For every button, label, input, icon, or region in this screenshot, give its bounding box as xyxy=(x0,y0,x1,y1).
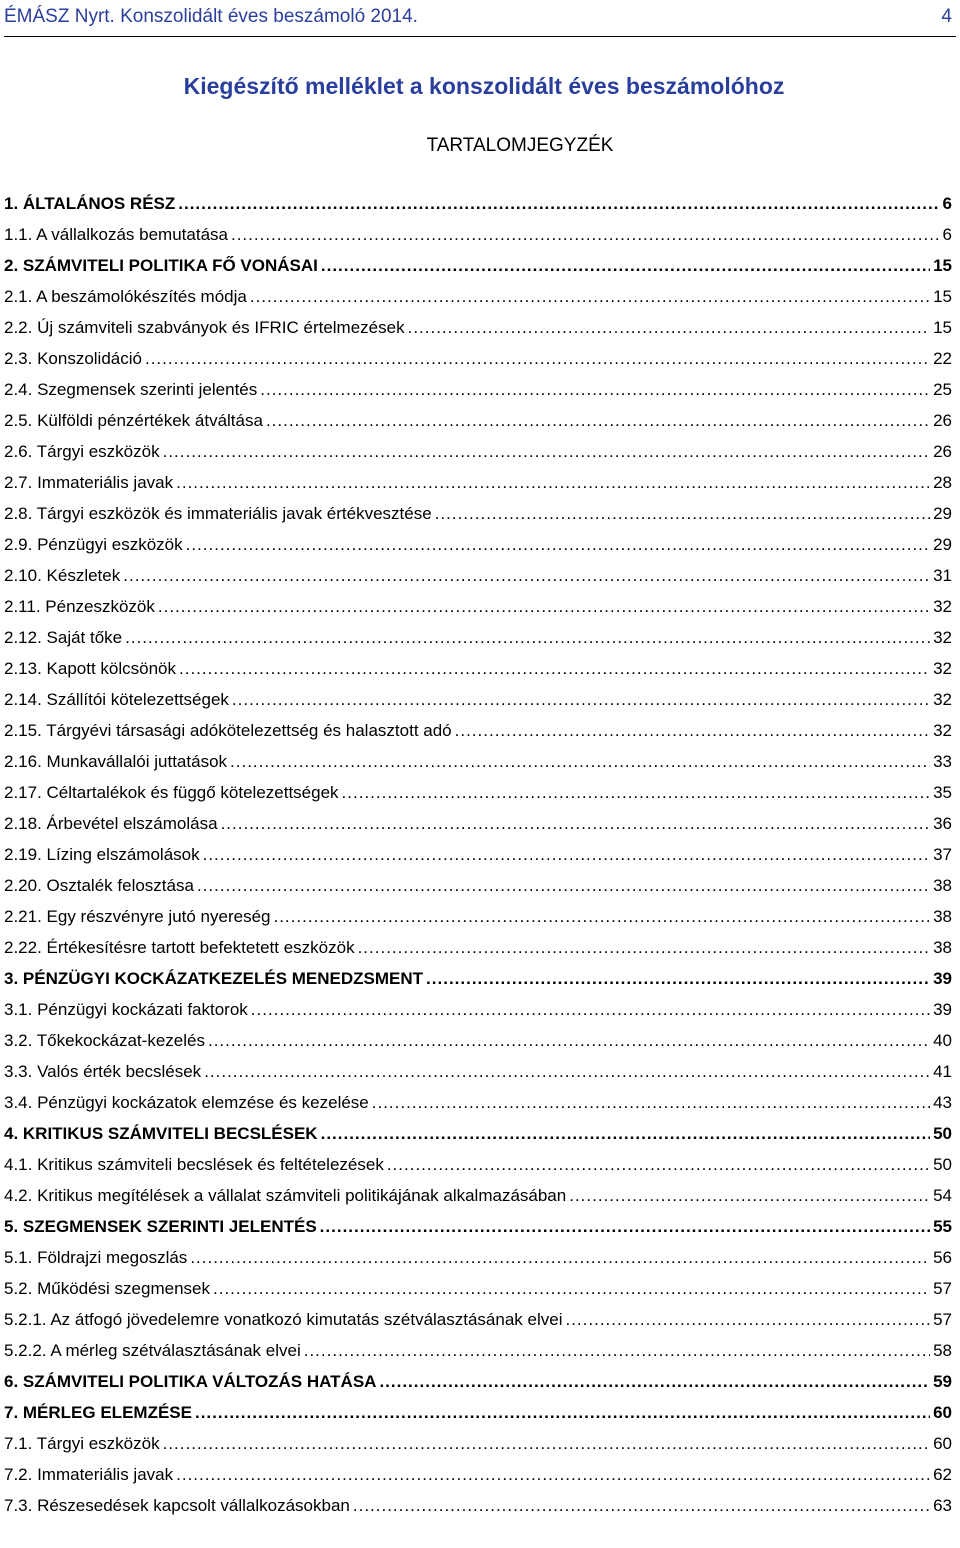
toc-entry-page: 50 xyxy=(933,1124,952,1143)
toc-entry[interactable] xyxy=(4,504,956,535)
toc-entry-label: 1.1. A vállalkozás bemutatása xyxy=(4,225,228,244)
toc-entry-label: 5. SZEGMENSEK SZERINTI JELENTÉS xyxy=(4,1217,317,1236)
toc-leader-dots xyxy=(260,380,930,400)
toc-entry-label: 2.6. Tárgyi eszközök xyxy=(4,442,160,461)
toc-leader-dots xyxy=(176,473,930,493)
toc-entry-page: 15 xyxy=(933,256,952,275)
toc-entry-label: 2.1. A beszámolókészítés módja xyxy=(4,287,247,306)
toc-leader-dots xyxy=(203,845,930,865)
toc-leader-dots xyxy=(163,1434,930,1454)
toc-entry-label: 2.9. Pénzügyi eszközök xyxy=(4,535,183,554)
toc-entry-page: 56 xyxy=(933,1248,952,1267)
toc-leader-dots xyxy=(208,1031,930,1051)
toc-entry[interactable] xyxy=(4,1465,956,1496)
toc-entry-label: 2.21. Egy részvényre jutó nyereség xyxy=(4,907,271,926)
toc-leader-dots xyxy=(353,1496,930,1516)
toc-entry[interactable] xyxy=(4,1496,956,1527)
toc-entry-page: 35 xyxy=(933,783,952,802)
toc-entry-label: 7.3. Részesedések kapcsolt vállalkozásokban xyxy=(4,1496,350,1515)
toc-entry[interactable] xyxy=(4,318,956,349)
toc-entry[interactable] xyxy=(4,566,956,597)
toc-entry-page: 55 xyxy=(933,1217,952,1236)
toc-entry-label: 2.10. Készletek xyxy=(4,566,121,585)
toc-entry[interactable] xyxy=(4,1093,956,1124)
toc-entry[interactable] xyxy=(4,1031,956,1062)
toc-entry-page: 38 xyxy=(933,938,952,957)
toc-leader-dots xyxy=(125,628,930,648)
toc-entry-page: 29 xyxy=(933,535,952,554)
toc-entry-page: 54 xyxy=(933,1186,952,1205)
toc-entry[interactable] xyxy=(4,411,956,442)
toc-entry-page: 43 xyxy=(933,1093,952,1112)
toc-entry[interactable] xyxy=(4,1186,956,1217)
toc-entry-page: 32 xyxy=(933,690,952,709)
header-title: ÉMÁSZ Nyrt. Konszolidált éves beszámoló 2014. xyxy=(4,6,418,27)
toc-entry-page: 6 xyxy=(942,225,952,244)
toc-entry[interactable] xyxy=(4,380,956,411)
toc-entry[interactable] xyxy=(4,1217,956,1248)
toc-entry-page: 28 xyxy=(933,473,952,492)
toc-leader-dots xyxy=(565,1310,930,1330)
toc-entry-label: 2.19. Lízing elszámolások xyxy=(4,845,200,864)
toc-entry-page: 6 xyxy=(942,194,952,213)
toc-entry[interactable] xyxy=(4,938,956,969)
toc-leader-dots xyxy=(455,721,930,741)
toc-entry[interactable] xyxy=(4,783,956,814)
toc-entry-label: 2.2. Új számviteli szabványok és IFRIC értelmezések xyxy=(4,318,405,337)
toc-entry-page: 63 xyxy=(933,1496,952,1515)
toc-entry[interactable] xyxy=(4,1434,956,1465)
toc-entry-label: 7.1. Tárgyi eszközök xyxy=(4,1434,160,1453)
toc-entry-page: 37 xyxy=(933,845,952,864)
toc-leader-dots xyxy=(179,659,930,679)
toc-leader-dots xyxy=(426,969,930,989)
toc-entry-label: 4.2. Kritikus megítélések a vállalat számviteli politikájának alkalmazásában xyxy=(4,1186,567,1205)
toc-entry-page: 38 xyxy=(933,876,952,895)
toc-entry-label: 2. SZÁMVITELI POLITIKA FŐ VONÁSAI xyxy=(4,256,318,275)
toc-leader-dots xyxy=(372,1093,930,1113)
toc-entry[interactable] xyxy=(4,1403,956,1434)
toc-entry-label: 2.14. Szállítói kötelezettségek xyxy=(4,690,229,709)
toc-entry-page: 59 xyxy=(933,1372,952,1391)
toc-entry-page: 32 xyxy=(933,721,952,740)
toc-entry[interactable] xyxy=(4,876,956,907)
toc-entry[interactable] xyxy=(4,1279,956,1310)
toc-entry[interactable] xyxy=(4,1062,956,1093)
toc-leader-dots xyxy=(178,194,939,214)
toc-entry-label: 2.5. Külföldi pénzértékek átváltása xyxy=(4,411,263,430)
toc-leader-dots xyxy=(321,1124,930,1144)
toc-entry-label: 6. SZÁMVITELI POLITIKA VÁLTOZÁS HATÁSA xyxy=(4,1372,377,1391)
toc-entry-label: 2.17. Céltartalékok és függő kötelezettségek xyxy=(4,783,339,802)
toc-leader-dots xyxy=(266,411,930,431)
toc-entry-label: 3.2. Tőkekockázat-kezelés xyxy=(4,1031,205,1050)
toc-entry-page: 62 xyxy=(933,1465,952,1484)
toc-entry-label: 1. ÁLTALÁNOS RÉSZ xyxy=(4,194,176,213)
toc-entry-label: 2.4. Szegmensek szerinti jelentés xyxy=(4,380,258,399)
toc-entry-page: 40 xyxy=(933,1031,952,1050)
toc-entry-page: 25 xyxy=(933,380,952,399)
toc-entry[interactable] xyxy=(4,256,956,287)
toc-leader-dots xyxy=(232,690,930,710)
toc-entry-page: 29 xyxy=(933,504,952,523)
toc-leader-dots xyxy=(190,1248,930,1268)
toc-entry-label: 5.2.2. A mérleg szétválasztásának elvei xyxy=(4,1341,301,1360)
toc-leader-dots xyxy=(379,1372,930,1392)
toc-entry-label: 5.2. Működési szegmensek xyxy=(4,1279,210,1298)
toc-entry-label: 3.1. Pénzügyi kockázati faktorok xyxy=(4,1000,248,1019)
toc-entry-label: 2.16. Munkavállalói juttatások xyxy=(4,752,228,771)
toc-leader-dots xyxy=(158,597,930,617)
toc-leader-dots xyxy=(123,566,930,586)
toc-leader-dots xyxy=(186,535,930,555)
toc-entry[interactable] xyxy=(4,628,956,659)
toc-entry-page: 32 xyxy=(933,659,952,678)
toc-entry[interactable] xyxy=(4,907,956,938)
toc-leader-dots xyxy=(408,318,930,338)
toc-leader-dots xyxy=(251,1000,930,1020)
toc-entry-label: 3.4. Pénzügyi kockázatok elemzése és kezelése xyxy=(4,1093,369,1112)
toc-entry-page: 60 xyxy=(933,1403,952,1422)
toc-leader-dots xyxy=(342,783,931,803)
toc-entry[interactable] xyxy=(4,1000,956,1031)
toc-entry[interactable] xyxy=(4,1124,956,1155)
toc-entry[interactable] xyxy=(4,473,956,504)
toc-entry[interactable] xyxy=(4,225,956,256)
toc-entry-page: 38 xyxy=(933,907,952,926)
toc-entry[interactable] xyxy=(4,752,956,783)
toc-leader-dots xyxy=(273,907,930,927)
toc-leader-dots xyxy=(145,349,930,369)
toc-entry-label: 2.11. Pénzeszközök xyxy=(4,597,155,616)
toc-entry-label: 5.1. Földrajzi megoszlás xyxy=(4,1248,188,1267)
toc-title: TARTALOMJEGYZÉK xyxy=(426,135,614,156)
toc-entry-page: 39 xyxy=(933,969,952,988)
toc-entry-label: 2.13. Kapott kölcsönök xyxy=(4,659,177,678)
toc-entry-label: 3. PÉNZÜGYI KOCKÁZATKEZELÉS MENEDZSMENT xyxy=(4,969,424,988)
toc-entry-label: 5.2.1. Az átfogó jövedelemre vonatkozó kimutatás szétválasztásának elvei xyxy=(4,1310,563,1329)
toc-leader-dots xyxy=(163,442,930,462)
toc-leader-dots xyxy=(230,752,930,772)
toc-leader-dots xyxy=(213,1279,930,1299)
toc-entry-label: 2.18. Árbevétel elszámolása xyxy=(4,814,218,833)
toc-entry-label: 2.7. Immateriális javak xyxy=(4,473,174,492)
toc-entry-page: 31 xyxy=(933,566,952,585)
toc-entry-page: 58 xyxy=(933,1341,952,1360)
toc-leader-dots xyxy=(387,1155,930,1175)
toc-entry-label: 2.8. Tárgyi eszközök és immateriális javak értékvesztése xyxy=(4,504,432,523)
toc-leader-dots xyxy=(195,1403,930,1423)
toc-leader-dots xyxy=(321,256,930,276)
toc-leader-dots xyxy=(569,1186,930,1206)
toc-entry[interactable] xyxy=(4,287,956,318)
toc-leader-dots xyxy=(176,1465,930,1485)
toc-entry[interactable] xyxy=(4,659,956,690)
toc-entry-label: 7.2. Immateriális javak xyxy=(4,1465,174,1484)
toc-leader-dots xyxy=(204,1062,930,1082)
toc-entry[interactable] xyxy=(4,1310,956,1341)
toc-entry-page: 57 xyxy=(933,1279,952,1298)
toc-entry-label: 2.15. Tárgyévi társasági adókötelezettség és halasztott adó xyxy=(4,721,452,740)
toc-entry[interactable] xyxy=(4,1372,956,1403)
toc-leader-dots xyxy=(231,225,940,245)
toc-entry-label: 2.3. Konszolidáció xyxy=(4,349,142,368)
toc-entry-page: 33 xyxy=(933,752,952,771)
toc-entry-label: 4.1. Kritikus számviteli becslések és feltételezések xyxy=(4,1155,384,1174)
toc-leader-dots xyxy=(358,938,931,958)
toc-entry[interactable] xyxy=(4,535,956,566)
toc-entry-page: 26 xyxy=(933,411,952,430)
toc-entry-page: 60 xyxy=(933,1434,952,1453)
toc-leader-dots xyxy=(250,287,930,307)
toc-entry-label: 2.12. Saját tőke xyxy=(4,628,123,647)
toc-entry-page: 39 xyxy=(933,1000,952,1019)
toc-leader-dots xyxy=(197,876,930,896)
toc-entry[interactable] xyxy=(4,349,956,380)
toc-entry-page: 15 xyxy=(933,318,952,337)
toc-entry-page: 26 xyxy=(933,442,952,461)
toc-entry-page: 57 xyxy=(933,1310,952,1329)
toc-entry-page: 32 xyxy=(933,597,952,616)
toc-entry-page: 15 xyxy=(933,287,952,306)
toc-entry[interactable] xyxy=(4,1155,956,1186)
toc-leader-dots xyxy=(435,504,930,524)
toc-entry[interactable] xyxy=(4,1248,956,1279)
toc-leader-dots xyxy=(221,814,931,834)
header-page-number: 4 xyxy=(941,6,952,27)
toc-entry[interactable] xyxy=(4,442,956,473)
toc-entry-label: 3.3. Valós érték becslések xyxy=(4,1062,202,1081)
toc-entry-page: 41 xyxy=(933,1062,952,1081)
toc-entry[interactable] xyxy=(4,721,956,752)
toc-entry[interactable] xyxy=(4,845,956,876)
toc-leader-dots xyxy=(304,1341,930,1361)
toc-entry[interactable] xyxy=(4,1341,956,1372)
toc-entry-page: 50 xyxy=(933,1155,952,1174)
page-header xyxy=(4,0,956,37)
toc-entry-page: 36 xyxy=(933,814,952,833)
toc-entry[interactable] xyxy=(4,194,956,225)
toc-entry-label: 4. KRITIKUS SZÁMVITELI BECSLÉSEK xyxy=(4,1124,318,1143)
table-of-contents xyxy=(4,194,956,1527)
toc-entry-page: 22 xyxy=(933,349,952,368)
toc-entry[interactable] xyxy=(4,690,956,721)
toc-entry-label: 7. MÉRLEG ELEMZÉSE xyxy=(4,1403,192,1422)
main-title: Kiegészítő melléklet a konszolidált éves beszámolóhoz xyxy=(183,73,785,99)
toc-entry-label: 2.22. Értékesítésre tartott befektetett eszközök xyxy=(4,938,355,957)
toc-entry-label: 2.20. Osztalék felosztása xyxy=(4,876,194,895)
toc-entry-page: 32 xyxy=(933,628,952,647)
toc-leader-dots xyxy=(320,1217,930,1237)
toc-entry[interactable] xyxy=(4,597,956,628)
toc-entry[interactable] xyxy=(4,969,956,1000)
toc-entry[interactable] xyxy=(4,814,956,845)
